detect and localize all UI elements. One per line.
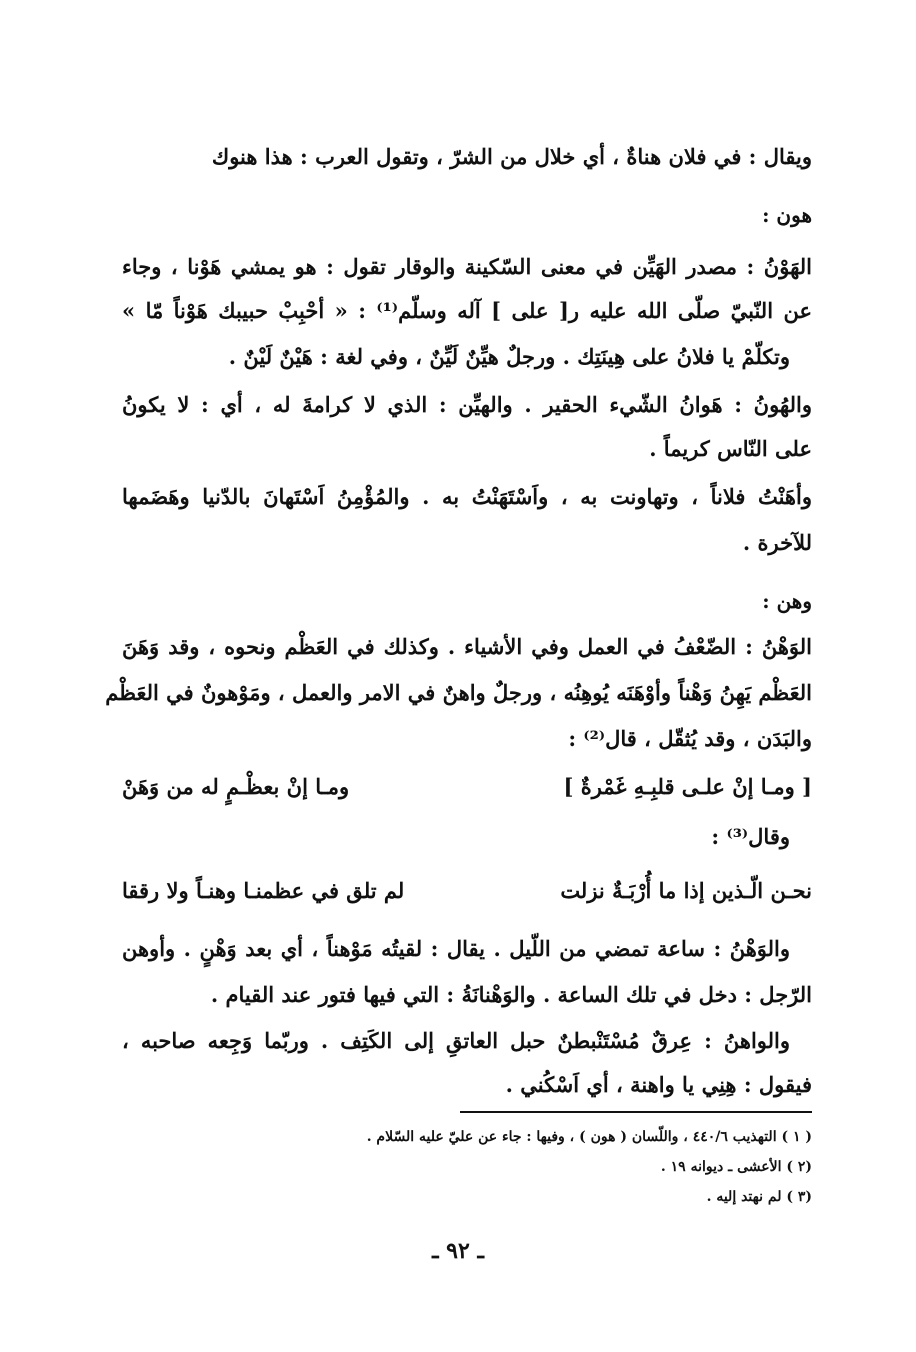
text-line: والوَهْنُ : ساعة تمضي من اللّيل . يقال : لقيتُه مَوْهناً ، أي بعد وَهْنٍ . وأوهن <box>122 936 790 961</box>
text-line: العَظْم يَهِنُ وَهْناً وأوْهَنَه يُوهِنُه ، ورجلٌ واهنٌ في الامر والعمل ، ومَوْهونٌ في العَظْم <box>105 680 812 705</box>
page-number: ـ ٩٢ ـ <box>432 1238 484 1264</box>
text-line: فيقول : هِنِي يا واهنة ، أي اَسْكُني . <box>505 1072 812 1097</box>
footnote-1: ( ١ ) التهذيب ٤٤٠/٦ ، واللّسان ( هون ) ، وفيها : جاء عن عليّ عليه السّلام . <box>366 1129 812 1145</box>
text-line: عن النّبيّ صلّى الله عليه ر[ على ] آله وسلّم⁽¹⁾ : « أحْبِبْ حبيبك هَوْناً مّا » <box>122 298 812 323</box>
text-line: للآخرة . <box>742 530 812 555</box>
entry-heading-whn: وهن : <box>762 589 812 613</box>
verse-first-hemistich: [ ومـا إنْ علـى قلبِـهِ غَمْرةٌ ] <box>563 774 812 799</box>
text-line: وتكلّمْ يا فلانُ على هِينَتِك . ورجلٌ هيِّنٌ لَيِّنٌ ، وفي لغة : هَيْنٌ لَيْنٌ . <box>228 344 790 369</box>
text-line: ويقال : في فلان هناةٌ ، أي خلال من الشرّ ، وتقول العرب : هذا هنوك <box>211 144 812 169</box>
verse-second-hemistich: لم تلق في عظمنـا وهنـاً ولا رققا <box>122 878 405 903</box>
text-line: على النّاس كريماً . <box>649 436 812 461</box>
text-line: والواهنُ : عِرقٌ مُسْتَنْبطنٌ حبل العاتقِ إلى الكَتِف . وربّما وَجِعه صاحبه ، <box>122 1028 790 1053</box>
text-line: الهَوْنُ : مصدر الهَيِّن في معنى السّكينة والوقار تقول : هو يمشي هَوْنا ، وجاء <box>122 254 812 279</box>
text-line: وأهَنْتُ فلاناً ، وتهاونت به ، واَسْتَهَنْتُ به . والمُؤْمِنُ اَسْتَهانَ بالدّنيا وهَضَمها <box>122 484 812 509</box>
verse-first-hemistich: نحـن الّـذين إذا ما أُرْبَـةٌ نزلت <box>560 878 812 903</box>
footnote-2: (٢ ) الأعشى ـ ديوانه ١٩ . <box>660 1159 812 1175</box>
text-line: وقال⁽³⁾ : <box>711 824 790 849</box>
verse-second-hemistich: ومـا إنْ بعظْـمٍ له من وَهَنْ <box>122 774 350 799</box>
entry-heading-hwn: هون : <box>762 203 812 227</box>
text-line: الرّجل : دخل في تلك الساعة . والوَهْنانَةُ : التي فيها فتور عند القيام . <box>210 982 812 1007</box>
footnote-separator <box>460 1111 812 1113</box>
text-line: الوَهْنُ : الضّعْفُ في العمل وفي الأشياء . وكذلك في العَظْم ونحوه ، وقد وَهَنَ <box>122 634 812 659</box>
footnote-3: (٣ ) لم نهتد إليه . <box>706 1189 812 1205</box>
text-line: والهُونُ : هَوانُ الشّيء الحقير . والهيِّن : الذي لا كرامةَ له ، أي : لا يكونُ <box>122 392 812 417</box>
text-line: والبَدَن ، وقد يُثقّل ، قال⁽²⁾ : <box>568 726 812 751</box>
